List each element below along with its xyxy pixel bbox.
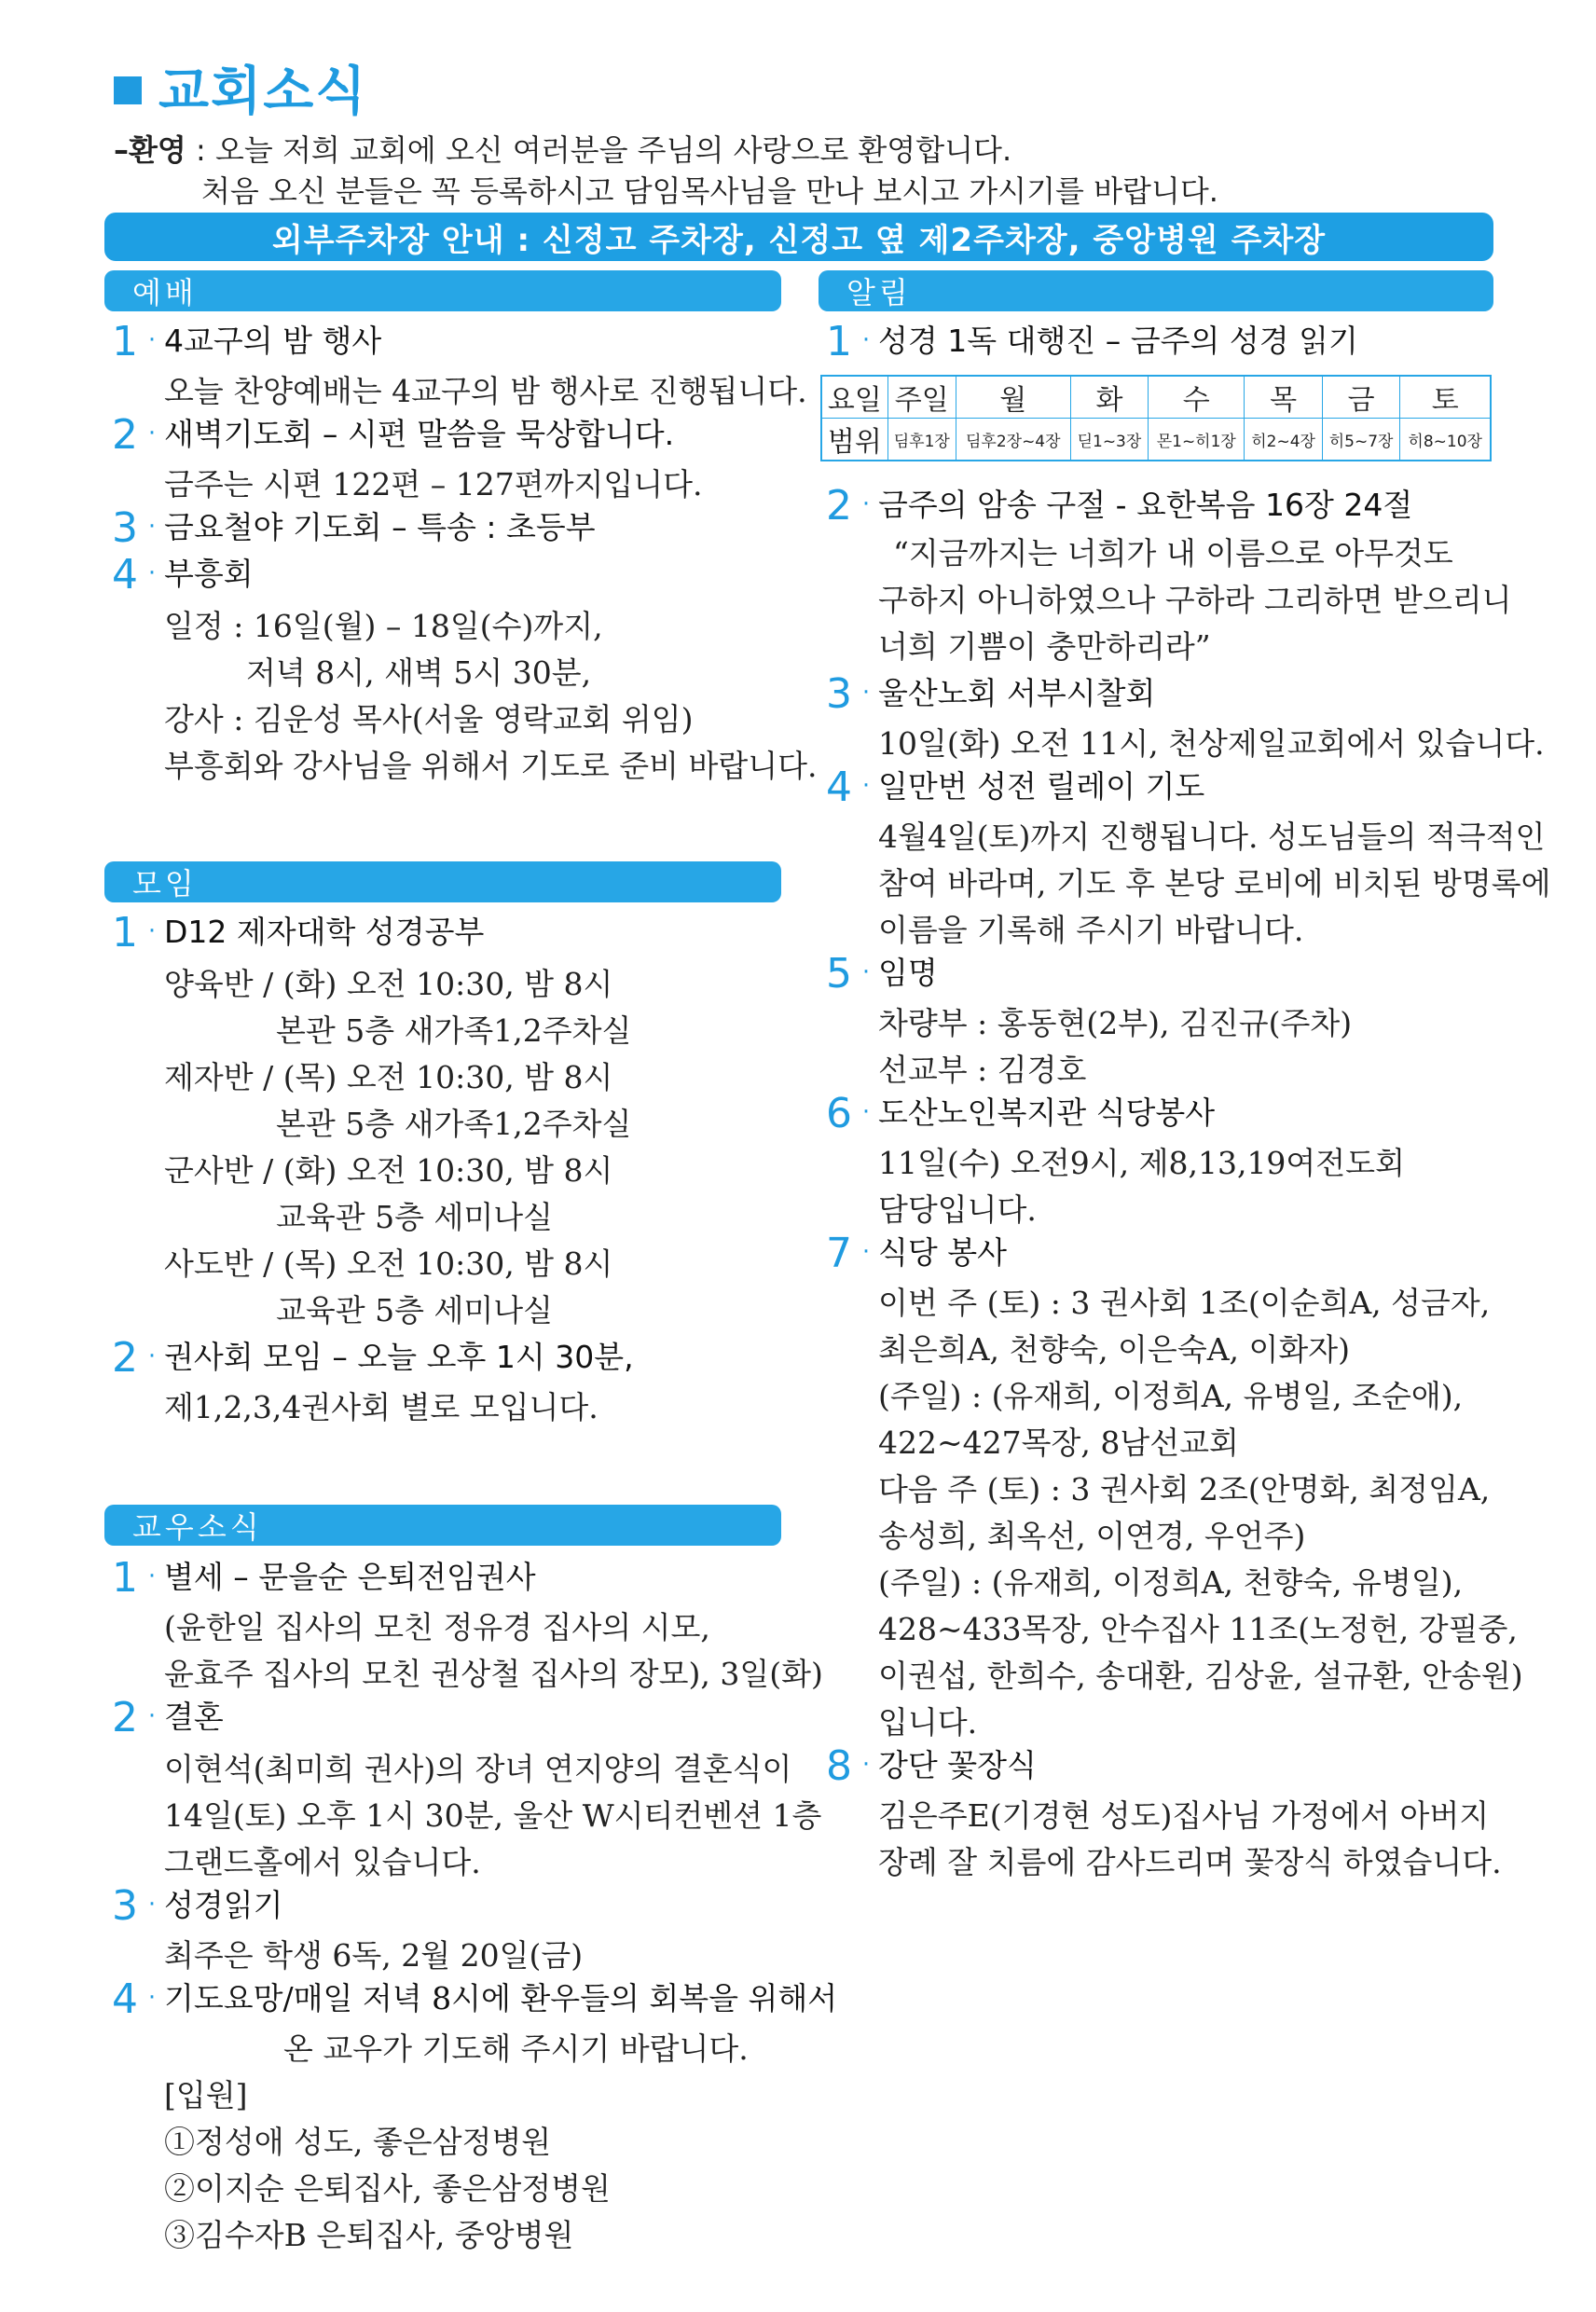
meeting-item-1-line: 양육반 / (화) 오전 10:30, 밤 8시	[164, 966, 613, 1002]
worship-item-3: 3 · 금요철야 기도회 – 특송 : 초등부	[112, 504, 596, 552]
members-item-2-line: 이현석(최미희 권사)의 장녀 연지양의 결혼식이	[164, 1751, 792, 1787]
notice-item-6-line: 11일(수) 오전9시, 제8,13,19여전도회	[878, 1145, 1405, 1181]
meeting-item-1-line: 사도반 / (목) 오전 10:30, 밤 8시	[164, 1245, 613, 1282]
notice-item-7-line: 이번 주 (토) : 3 권사회 1조(이순희A, 성금자,	[878, 1285, 1491, 1321]
worship-item-4-line: 저녁 8시, 새벽 5시 30분,	[246, 654, 592, 691]
welcome-label: –환영	[114, 132, 186, 168]
table-cell: 히2~4장	[1245, 419, 1323, 461]
parking-banner: 외부주차장 안내 : 신정고 주차장, 신정고 옆 제2주차장, 중앙병원 주차장	[104, 213, 1493, 261]
section-header-members: 교우소식	[104, 1505, 781, 1546]
notice-item-5-line: 차량부 : 홍동현(2부), 김진규(주차)	[878, 1005, 1353, 1041]
worship-item-1: 1 · 4교구의 밤 행사	[112, 318, 382, 365]
notice-item-8: 8 · 강단 꽃장식	[826, 1742, 1037, 1790]
notice-item-2-line: “지금까지는 너희가 내 이름으로 아무것도	[893, 535, 1453, 571]
notice-item-4-line: 4월4일(토)까지 진행됩니다. 성도님들의 적극적인	[878, 819, 1546, 855]
members-item-4: 4 · 기도요망/매일 저녁 8시에 환우들의 회복을 위해서	[112, 1975, 838, 2023]
table-cell: 히8~10장	[1400, 419, 1491, 461]
welcome-line-2: 처음 오신 분들은 꼭 등록하시고 담임목사님을 만나 보시고 가시기를 바랍니다.	[201, 173, 1218, 209]
worship-item-4-line: 강사 : 김운성 목사(서울 영락교회 위임)	[164, 701, 694, 737]
table-cell: 화	[1070, 376, 1149, 419]
worship-item-2-line: 금주는 시편 122편 – 127편까지입니다.	[164, 466, 703, 502]
notice-item-4-line: 참여 바라며, 기도 후 본당 로비에 비치된 방명록에	[878, 865, 1551, 901]
worship-item-4-line: 부흥회와 강사님을 위해서 기도로 준비 바랍니다.	[164, 748, 818, 784]
section-header-worship: 예배	[104, 270, 781, 311]
notice-item-7-line: 송성희, 최옥선, 이연경, 우언주)	[878, 1518, 1306, 1554]
notice-item-2-line: 구하지 아니하였으나 구하라 그리하면 받으리니	[878, 582, 1512, 618]
members-item-4-line: ③김수자B 은퇴집사, 중앙병원	[164, 2217, 574, 2253]
worship-item-4: 4 · 부흥회	[112, 551, 254, 599]
members-item-2-line: 그랜드홀에서 있습니다.	[164, 1844, 481, 1880]
table-cell: 범위	[821, 419, 887, 461]
page-title: 교회소식	[158, 62, 368, 122]
section-header-notices: 알림	[819, 270, 1493, 311]
members-item-1-line: (윤한일 집사의 모친 정유경 집사의 시모,	[164, 1609, 710, 1645]
members-item-1: 1 · 별세 – 문을순 은퇴전임권사	[112, 1554, 536, 1602]
table-cell: 딤후2장~4장	[956, 419, 1070, 461]
section-header-meeting: 모임	[104, 861, 781, 902]
notice-item-5-line: 선교부 : 김경호	[878, 1052, 1087, 1088]
notice-item-7: 7 · 식당 봉사	[826, 1230, 1008, 1277]
table-cell: 월	[956, 376, 1070, 419]
welcome-text-1: : 오늘 저희 교회에 오신 여러분을 주님의 사랑으로 환영합니다.	[186, 132, 1012, 168]
notice-item-3: 3 · 울산노회 서부시찰회	[826, 670, 1156, 718]
notice-item-7-line: 최은희A, 천향숙, 이은숙A, 이화자)	[878, 1331, 1351, 1368]
meeting-item-1-line: 본관 5층 새가족1,2주차실	[276, 1012, 632, 1049]
table-cell: 히5~7장	[1322, 419, 1400, 461]
table-cell: 목	[1245, 376, 1323, 419]
notice-item-3-line: 10일(화) 오전 11시, 천상제일교회에서 있습니다.	[878, 725, 1545, 762]
notice-item-5: 5 · 임명	[826, 950, 938, 998]
meeting-item-1-line: 군사반 / (화) 오전 10:30, 밤 8시	[164, 1152, 613, 1189]
notice-item-1: 1 · 성경 1독 대행진 – 금주의 성경 읽기	[826, 318, 1358, 365]
meeting-item-1: 1 · D12 제자대학 성경공부	[112, 909, 485, 956]
table-cell: 토	[1400, 376, 1491, 419]
members-item-4-line: ①정성애 성도, 좋은삼정병원	[164, 2124, 552, 2160]
notice-item-7-line: (주일) : (유재희, 이정희A, 천향숙, 유병일),	[878, 1564, 1464, 1601]
members-item-4-line: 온 교우가 기도해 주시기 바랍니다.	[283, 2030, 749, 2067]
worship-item-1-line: 오늘 찬양예배는 4교구의 밤 행사로 진행됩니다.	[164, 373, 807, 409]
members-item-4-line: [입원]	[164, 2077, 248, 2113]
meeting-item-1-line: 본관 5층 새가족1,2주차실	[276, 1106, 632, 1142]
meeting-item-1-line: 교육관 5층 세미나실	[276, 1292, 553, 1328]
table-cell: 주일	[887, 376, 956, 419]
notice-item-6: 6 · 도산노인복지관 식당봉사	[826, 1090, 1216, 1137]
members-item-2: 2 · 결혼	[112, 1694, 224, 1741]
notice-item-8-line: 장례 잘 치름에 감사드리며 꽃장식 하였습니다.	[878, 1844, 1502, 1880]
notice-item-4: 4 · 일만번 성전 릴레이 기도	[826, 764, 1205, 811]
members-item-4-line: ②이지순 은퇴집사, 좋은삼정병원	[164, 2170, 611, 2207]
notice-item-7-line: 428~433목장, 안수집사 11조(노정헌, 강필중,	[878, 1611, 1518, 1647]
table-cell: 딤후1장	[887, 419, 956, 461]
worship-item-4-line: 일정 : 16일(월) – 18일(수)까지,	[164, 608, 603, 644]
notice-item-8-line: 김은주E(기경현 성도)집사님 가정에서 아버지	[878, 1797, 1490, 1834]
notice-item-4-line: 이름을 기록해 주시기 바랍니다.	[878, 912, 1304, 948]
notice-item-7-line: 다음 주 (토) : 3 권사회 2조(안명화, 최정임A,	[878, 1471, 1491, 1507]
notice-item-7-line: (주일) : (유재희, 이정희A, 유병일, 조순애),	[878, 1378, 1464, 1414]
meeting-item-2: 2 · 권사회 모임 – 오늘 오후 1시 30분,	[112, 1334, 634, 1382]
welcome-line-1	[114, 127, 1011, 170]
meeting-item-1-line: 제자반 / (목) 오전 10:30, 밤 8시	[164, 1059, 613, 1095]
table-cell: 수	[1149, 376, 1245, 419]
notice-item-7-line: 입니다.	[878, 1704, 978, 1741]
members-item-3: 3 · 성경읽기	[112, 1882, 283, 1930]
notice-item-7-line: 이권섭, 한희수, 송대환, 김상윤, 설규환, 안송원)	[878, 1658, 1523, 1694]
table-cell: 딛1~3장	[1070, 419, 1149, 461]
members-item-3-line: 최주은 학생 6독, 2월 20일(금)	[164, 1937, 584, 1974]
notice-item-7-line: 422~427목장, 8남선교회	[878, 1424, 1239, 1461]
worship-item-2: 2 · 새벽기도회 – 시편 말씀을 묵상합니다.	[112, 411, 675, 459]
notice-item-2-line: 너희 기쁨이 충만하리라”	[878, 628, 1211, 665]
table-cell: 금	[1322, 376, 1400, 419]
table-cell: 요일	[821, 376, 887, 419]
notice-item-2: 2 · 금주의 암송 구절 - 요한복음 16장 24절	[826, 482, 1413, 530]
notice-item-6-line: 담당입니다.	[878, 1191, 1037, 1228]
meeting-item-1-line: 교육관 5층 세미나실	[276, 1199, 553, 1235]
bible-reading-table	[820, 375, 1492, 461]
members-item-1-line: 윤효주 집사의 모친 권상철 집사의 장모), 3일(화)	[164, 1656, 823, 1692]
title-square-icon	[114, 76, 142, 104]
members-item-2-line: 14일(토) 오후 1시 30분, 울산 W시티컨벤션 1층	[164, 1797, 822, 1834]
table-cell: 몬1~히1장	[1149, 419, 1245, 461]
meeting-item-2-line: 제1,2,3,4권사회 별로 모입니다.	[164, 1389, 598, 1425]
